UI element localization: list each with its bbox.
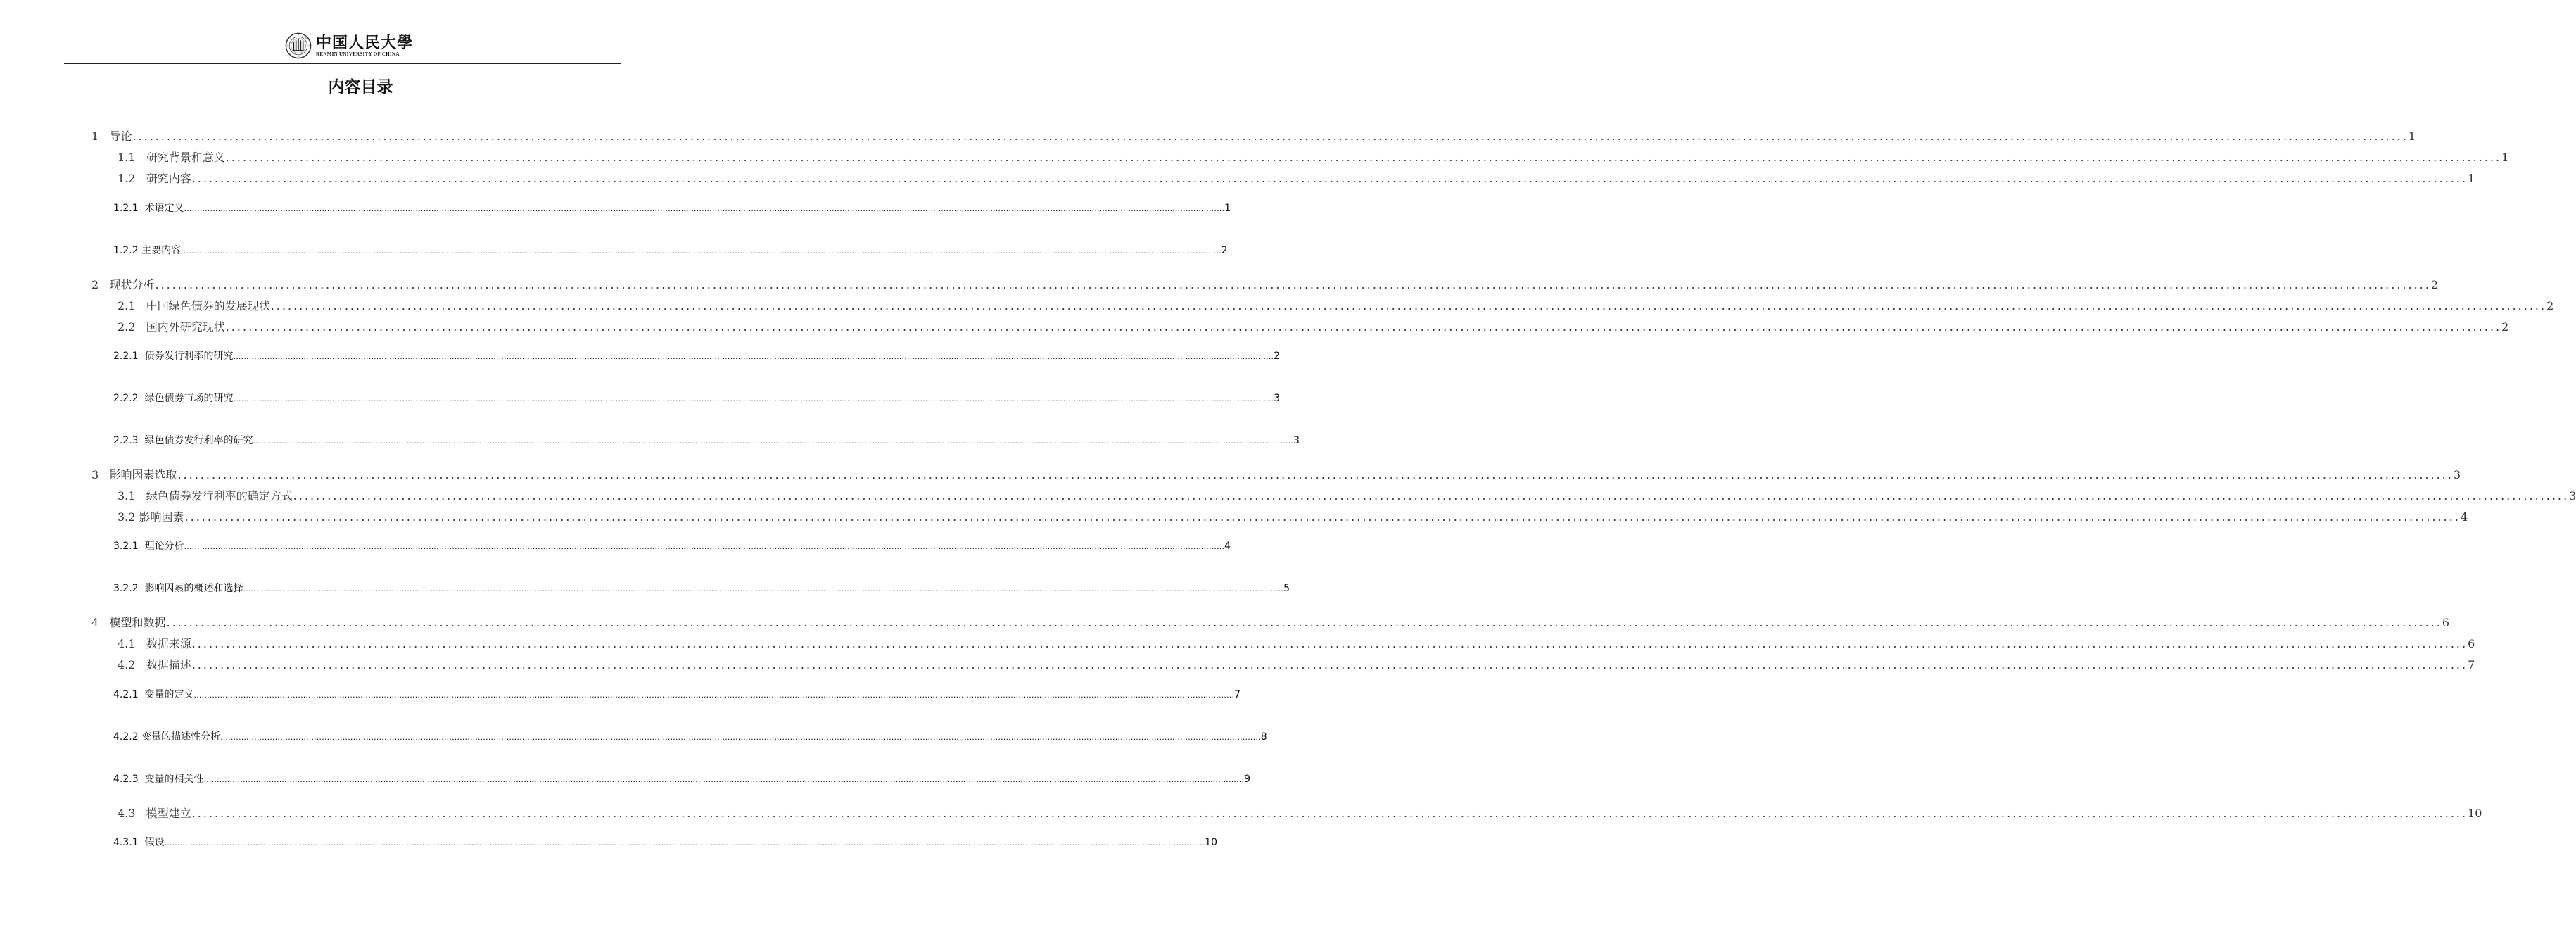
toc-entry-page: 7 [2468,658,2475,671]
toc-entry-leader: ................................................................................................................................................................................................................................................................................................................................................................................................................ [155,278,2431,291]
toc-entry[interactable] [118,149,2509,165]
toc-entry-page: 7 [1234,689,1241,700]
toc-entry-page: 2 [1274,351,1281,362]
toc-entry-label: 3.2 影响因素 [118,510,184,524]
toc-entry-label: 4.2.2 变量的描述性分析 [113,731,221,743]
toc-entry[interactable] [113,835,1217,849]
toc-entry-label: 1 导论 [91,130,132,143]
toc-entry-leader: ................................................................................................................................................................................................................................................................................................................................................................................................................ [203,775,1245,784]
toc-entry-label: 4.2 数据描述 [118,658,191,671]
toc-entry-leader: ................................................................................................................................................................................................................................................................................................................................................................................................................ [191,637,2468,650]
toc-entry-leader: ................................................................................................................................................................................................................................................................................................................................................................................................................ [293,489,2570,503]
toc-entry[interactable] [113,391,1281,405]
toc-entry-leader: ................................................................................................................................................................................................................................................................................................................................................................................................................ [164,838,1205,847]
toc-entry[interactable] [91,466,2461,482]
toc-entry[interactable] [113,201,1231,215]
toc-entry-leader: ................................................................................................................................................................................................................................................................................................................................................................................................................ [233,352,1274,361]
toc-title: 内容目录 [328,78,393,96]
toc-entry-page: 2 [2430,278,2439,291]
toc-entry[interactable] [113,729,1267,743]
toc-entry-page: 10 [2468,807,2482,820]
toc-entry-label: 2.2.2 绿色债券市场的研究 [113,393,234,404]
toc-entry-leader: ................................................................................................................................................................................................................................................................................................................................................................................................................ [166,616,2442,629]
toc-entry-leader: ................................................................................................................................................................................................................................................................................................................................................................................................................ [177,468,2454,481]
toc-entry-label: 3.1 绿色债券发行利率的确定方式 [118,489,293,503]
toc-entry-leader: ................................................................................................................................................................................................................................................................................................................................................................................................................ [184,542,1225,551]
university-name-cn: 中国人民大學 [316,33,414,52]
toc-entry[interactable] [91,276,2439,292]
toc-entry-label: 4.3.1 假设 [113,837,165,848]
toc-entry-label: 1.1 研究背景和意义 [118,151,225,164]
toc-entry[interactable] [118,487,2576,503]
toc-entry[interactable] [118,635,2475,651]
page-header [0,0,668,65]
university-name-en: RENMIN UNIVERSITY OF CHINA [316,51,400,57]
toc-entry-leader: ................................................................................................................................................................................................................................................................................................................................................................................................................ [181,246,1222,256]
toc-entry-label: 2.2.3 绿色债券发行利率的研究 [113,435,253,446]
header-divider [64,63,621,64]
toc-entry[interactable] [113,348,1281,362]
toc-entry-page: 4 [1224,541,1231,552]
toc-entry[interactable] [113,771,1251,786]
toc-entry-leader: ................................................................................................................................................................................................................................................................................................................................................................................................................ [191,172,2468,185]
toc-entry[interactable] [113,687,1241,701]
toc-entry-page: 3 [1274,393,1281,404]
toc-entry-page: 3 [2453,468,2461,481]
toc-entry-page: 5 [1283,583,1290,594]
toc-entry-page: 6 [2442,616,2450,629]
toc-entry-label: 1.2.2 主要内容 [113,245,182,256]
toc-entry-page: 2 [2546,299,2554,313]
toc-entry[interactable] [113,433,1300,447]
toc-entry-label: 4 模型和数据 [91,616,166,629]
toc-entry-label: 4.2.3 变量的相关性 [113,774,204,785]
toc-entry-label: 1.2 研究内容 [118,172,191,185]
toc-entry-page: 9 [1244,774,1251,785]
toc-entry[interactable] [113,243,1228,257]
toc-entry-label: 2.2 国内外研究现状 [118,320,225,334]
toc-entry-label: 3.2.2 影响因素的概述和选择 [113,583,243,594]
toc-entry[interactable] [91,614,2450,630]
toc-entry-leader: ................................................................................................................................................................................................................................................................................................................................................................................................................ [184,204,1225,213]
toc-entry[interactable] [91,127,2416,144]
toc-entry-page: 1 [2501,151,2509,164]
toc-entry-page: 4 [2460,510,2468,524]
university-logo [285,32,413,59]
toc-entry-label: 2.1 中国绿色债券的发展现状 [118,299,270,313]
toc-entry-page: 10 [1205,837,1217,848]
toc-entry-label: 2.2.1 债券发行利率的研究 [113,351,234,362]
toc-entry-leader: ................................................................................................................................................................................................................................................................................................................................................................................................................ [132,130,2409,143]
toc-entry[interactable] [113,538,1231,553]
toc-entry[interactable] [118,318,2509,334]
toc-entry-leader: ................................................................................................................................................................................................................................................................................................................................................................................................................ [191,658,2468,671]
university-seal-icon [285,32,312,59]
toc-entry-label: 4.2.1 变量的定义 [113,689,194,700]
toc-entry-leader: ................................................................................................................................................................................................................................................................................................................................................................................................................ [233,394,1274,403]
toc-entry[interactable] [118,656,2475,672]
toc-entry-page: 1 [2468,172,2475,185]
toc-entry-page: 1 [1224,203,1231,214]
toc-entry[interactable] [113,581,1290,595]
toc-entry[interactable] [118,170,2475,186]
toc-entry[interactable] [118,508,2468,524]
toc-entry-leader: ................................................................................................................................................................................................................................................................................................................................................................................................................ [184,510,2461,524]
toc-entry-leader: ................................................................................................................................................................................................................................................................................................................................................................................................................ [225,320,2502,334]
toc-entry-leader: ................................................................................................................................................................................................................................................................................................................................................................................................................ [253,436,1294,446]
toc-entry-page: 3 [2569,489,2576,503]
toc-entry-leader: ................................................................................................................................................................................................................................................................................................................................................................................................................ [270,299,2547,313]
toc-entry-label: 3.2.1 理论分析 [113,541,184,552]
toc-entry-label: 2 现状分析 [91,278,155,291]
toc-entry-leader: ................................................................................................................................................................................................................................................................................................................................................................................................................ [191,807,2468,820]
toc-entry-label: 3 影响因素选取 [91,468,177,481]
toc-entry[interactable] [118,297,2554,313]
toc-entry-leader: ................................................................................................................................................................................................................................................................................................................................................................................................................ [193,690,1235,700]
toc-entry-leader: ................................................................................................................................................................................................................................................................................................................................................................................................................ [225,151,2502,164]
toc-entry-page: 2 [1221,245,1228,256]
toc-entry-page: 2 [2501,320,2509,334]
toc-entry-label: 1.2.1 术语定义 [113,203,184,214]
toc-entry-label: 4.3 模型建立 [118,807,191,820]
toc-entry-page: 6 [2468,637,2475,650]
toc-entry-label: 4.1 数据来源 [118,637,191,650]
toc-entry-page: 8 [1260,731,1267,743]
toc-entry[interactable] [118,805,2482,821]
toc-entry-leader: ................................................................................................................................................................................................................................................................................................................................................................................................................ [243,584,1284,593]
toc-entry-leader: ................................................................................................................................................................................................................................................................................................................................................................................................................ [220,733,1261,742]
toc-entry-page: 1 [2408,130,2416,143]
toc-entry-page: 3 [1293,435,1300,446]
